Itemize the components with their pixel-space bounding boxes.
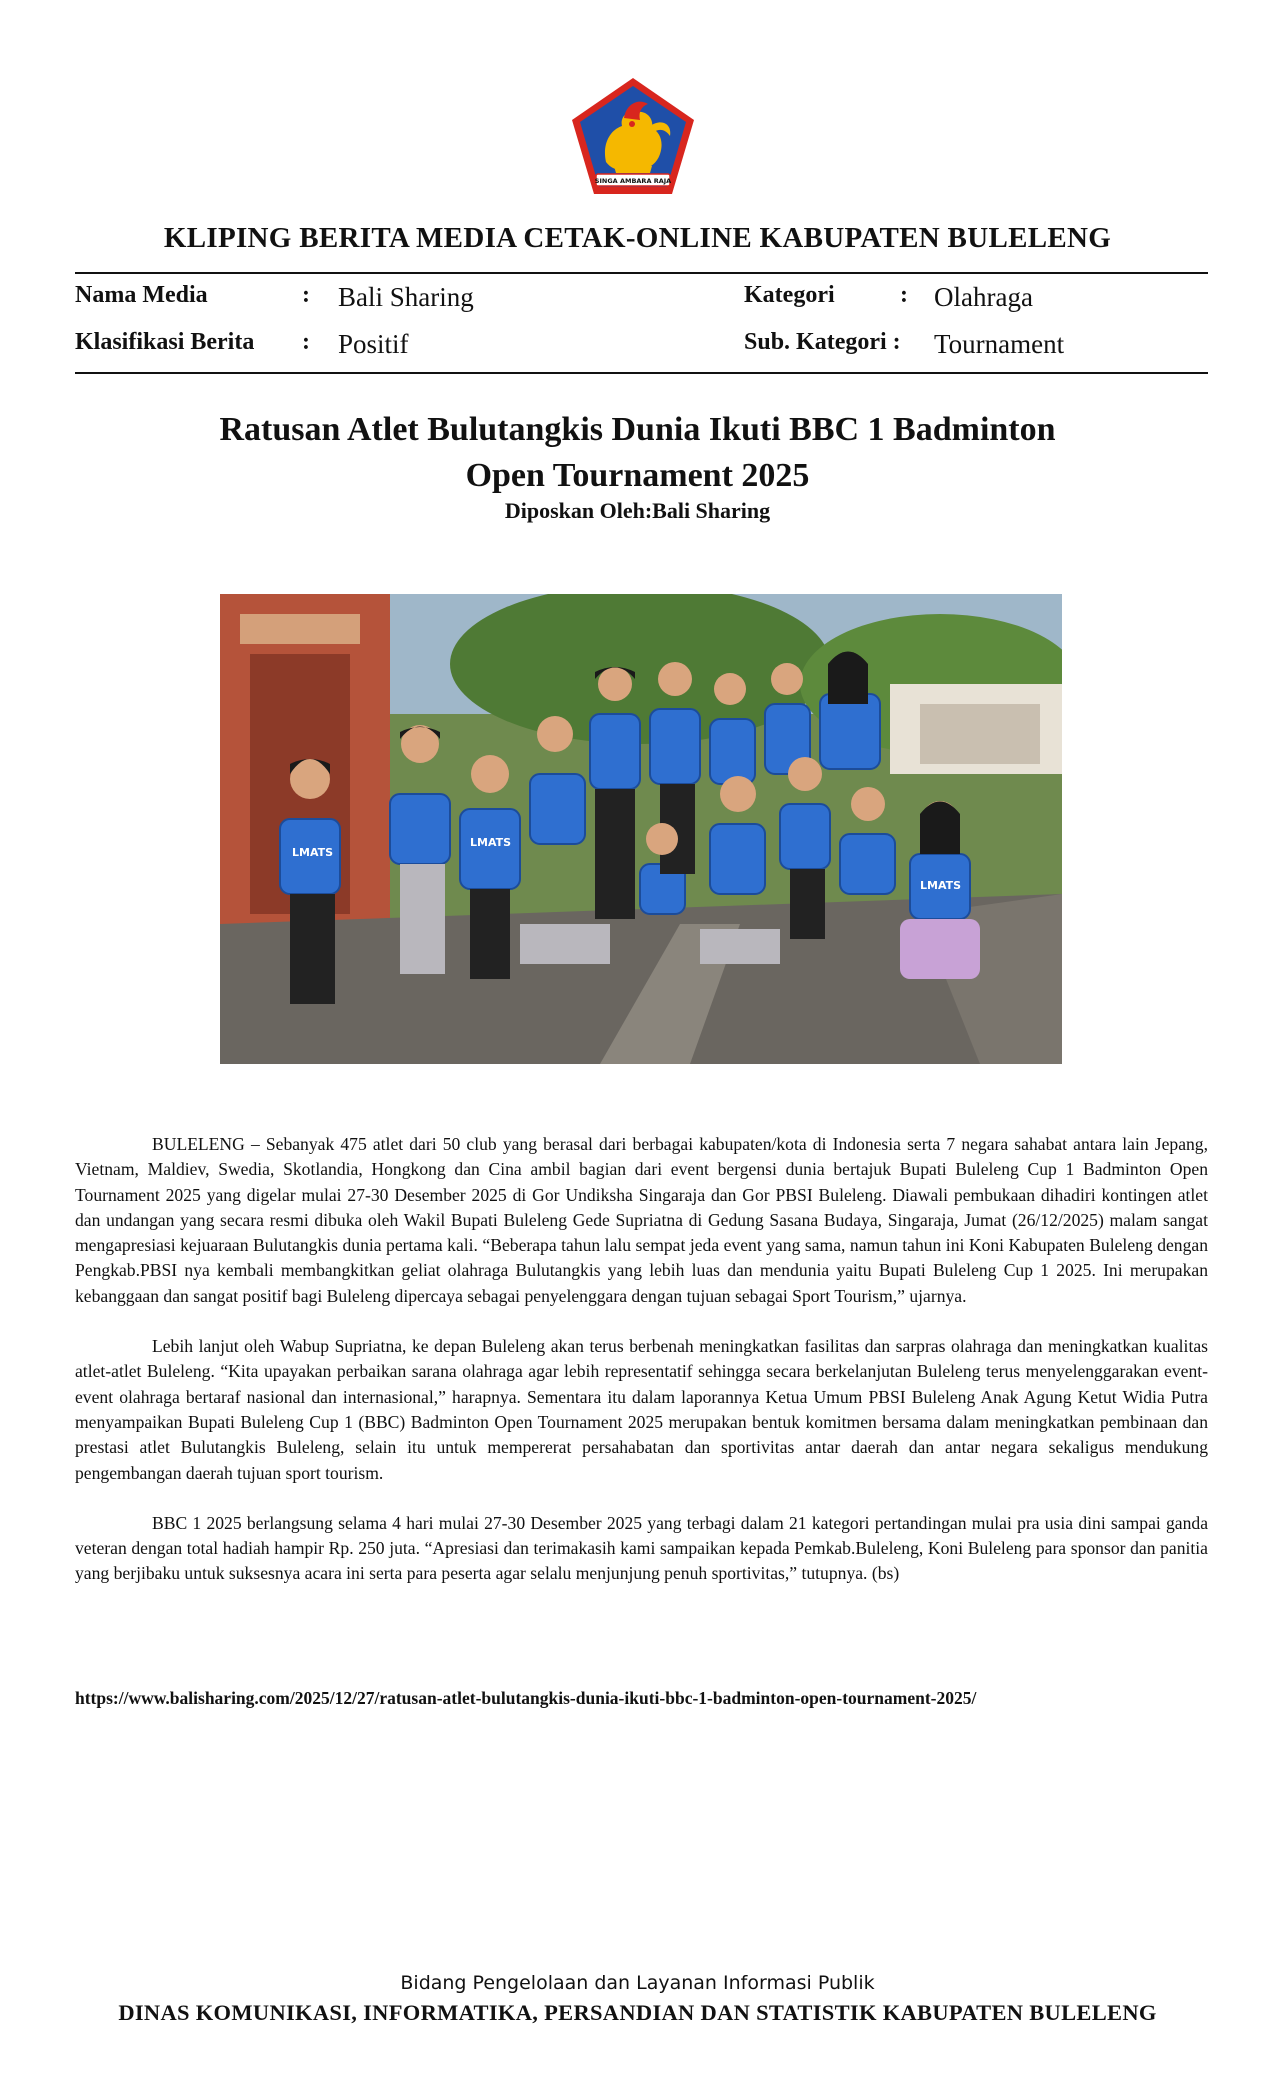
nama-media-label: Nama Media <box>75 282 208 308</box>
photo-shirt-label: LMATS <box>920 879 962 892</box>
buleleng-regency-emblem-icon <box>566 74 700 200</box>
klasifikasi-berita-colon: : <box>302 329 310 355</box>
emblem-motto-text: SINGA AMBARA RAJA <box>594 177 672 185</box>
article-body <box>75 1132 1208 1612</box>
article-paragraph: BBC 1 2025 berlangsung selama 4 hari mulai 27-30 Desember 2025 yang terbagi dalam 21 kategori pertandingan mulai pra usia dini sampai ganda veteran dengan total hadiah hampir Rp. 250 juta. “Apresiasi dan terimakasih kami sampaikan kepada Pemkab.Buleleng, Koni Buleleng para sponsor dan panitia yang berjibaku untuk suksesnya acara ini serta para peserta agar selalu menjunjung penuh sportivitas,” tutupnya. (bs) <box>75 1512 1208 1584</box>
klasifikasi-berita-value: Positif <box>338 329 409 359</box>
article-paragraph: BULELENG – Sebanyak 475 atlet dari 50 club yang berasal dari berbagai kabupaten/kota di Indonesia serta 7 negara sahabat antara lain Jepang, Vietnam, Maldiev, Swedia, Skotlandia, Hongkong dan Cina ambil bagian dari event bergensi dunia bertajuk Bupati Buleleng Cup 1 Badminton Open Tournament 2025 yang digelar mulai 27-30 Desember 2025 di Gor Undiksha Singaraja dan Gor PBSI Buleleng. Diawali pembukaan dihadiri kontingen atlet dan undangan yang secara resmi dibuka oleh Wakil Bupati Buleleng Gede Supriatna di Gedung Sasana Budaya, Singaraja, Jumat (26/12/2025) malam sangat mengapresiasi kejuaraan Bulutangkis dunia pertama kali. “Beberapa tahun lalu sempat jeda event yang sama, namun tahun ini Koni Kabupaten Buleleng dengan Pengkab.PBSI nya kembali membangkitkan geliat olahraga Bulutangkis yang lebih luas dan mendunia yaitu Bupati Buleleng Cup 1 2025. Ini merupakan kebanggaan dan sangat positif bagi Buleleng dipercaya sebagai penyelenggara dengan tujuan sebagai Sport Tourism,” ujarnya. <box>75 1134 1208 1306</box>
sub-kategori-value: Tournament <box>934 329 1065 359</box>
article-photo <box>220 594 1062 1064</box>
kategori-colon: : <box>900 282 908 308</box>
headline-line-1: Ratusan Atlet Bulutangkis Dunia Ikuti BBC 1 Badminton <box>219 411 1056 448</box>
photo-shirt-label: LMATS <box>470 836 512 849</box>
meta-divider <box>75 372 1208 374</box>
footer-division-text: Bidang Pengelolaan dan Layanan Informasi Publik <box>400 1972 875 1994</box>
source-url[interactable]: https://www.balisharing.com/2025/12/27/ratusan-atlet-bulutangkis-dunia-ikuti-bbc-1-badminton-open-tournament-2025/ <box>75 1688 977 1708</box>
footer-agency-text: DINAS KOMUNIKASI, INFORMATIKA, PERSANDIAN DAN STATISTIK KABUPATEN BULELENG <box>118 2000 1157 2025</box>
sub-kategori-label: Sub. Kategori : <box>744 329 901 355</box>
kategori-value: Olahraga <box>934 282 1033 312</box>
nama-media-colon: : <box>302 282 310 308</box>
nama-media-value: Bali Sharing <box>338 282 474 312</box>
photo-shirt-label: LMATS <box>292 846 334 859</box>
headline-line-2: Open Tournament 2025 <box>465 457 810 494</box>
article-byline: Diposkan Oleh:Bali Sharing <box>504 498 771 523</box>
header-divider <box>75 272 1208 274</box>
article-paragraph: Lebih lanjut oleh Wabup Supriatna, ke depan Buleleng akan terus berbenah meningkatkan fasilitas dan sarpras olahraga dan meningkatkan kualitas atlet-atlet Buleleng. “Kita upayakan perbaikan sarana olahraga agar lebih representatif sehingga secara berkelanjutan Buleleng terus menyelenggarakan event-event olahraga bertaraf nasional dan internasional,” harapnya. Sementara itu dalam laporannya Ketua Umum PBSI Buleleng Anak Agung Ketut Widia Putra menyampaikan Bupati Buleleng Cup 1 (BBC) Badminton Open Tournament 2025 merupakan bentuk komitmen bersama dalam meningkatkan pembinaan dan prestasi atlet Bulutangkis Buleleng, selain itu untuk mempererat persahabatan dan sportivitas antar daerah dan antar negara sekaligus mendukung pengembangan daerah tujuan sport tourism. <box>75 1336 1208 1483</box>
document-title: KLIPING BERITA MEDIA CETAK-ONLINE KABUPATEN BULELENG <box>163 222 1112 254</box>
kategori-label: Kategori <box>744 282 835 308</box>
article-headline <box>0 407 1275 499</box>
klasifikasi-berita-label: Klasifikasi Berita <box>75 329 255 355</box>
